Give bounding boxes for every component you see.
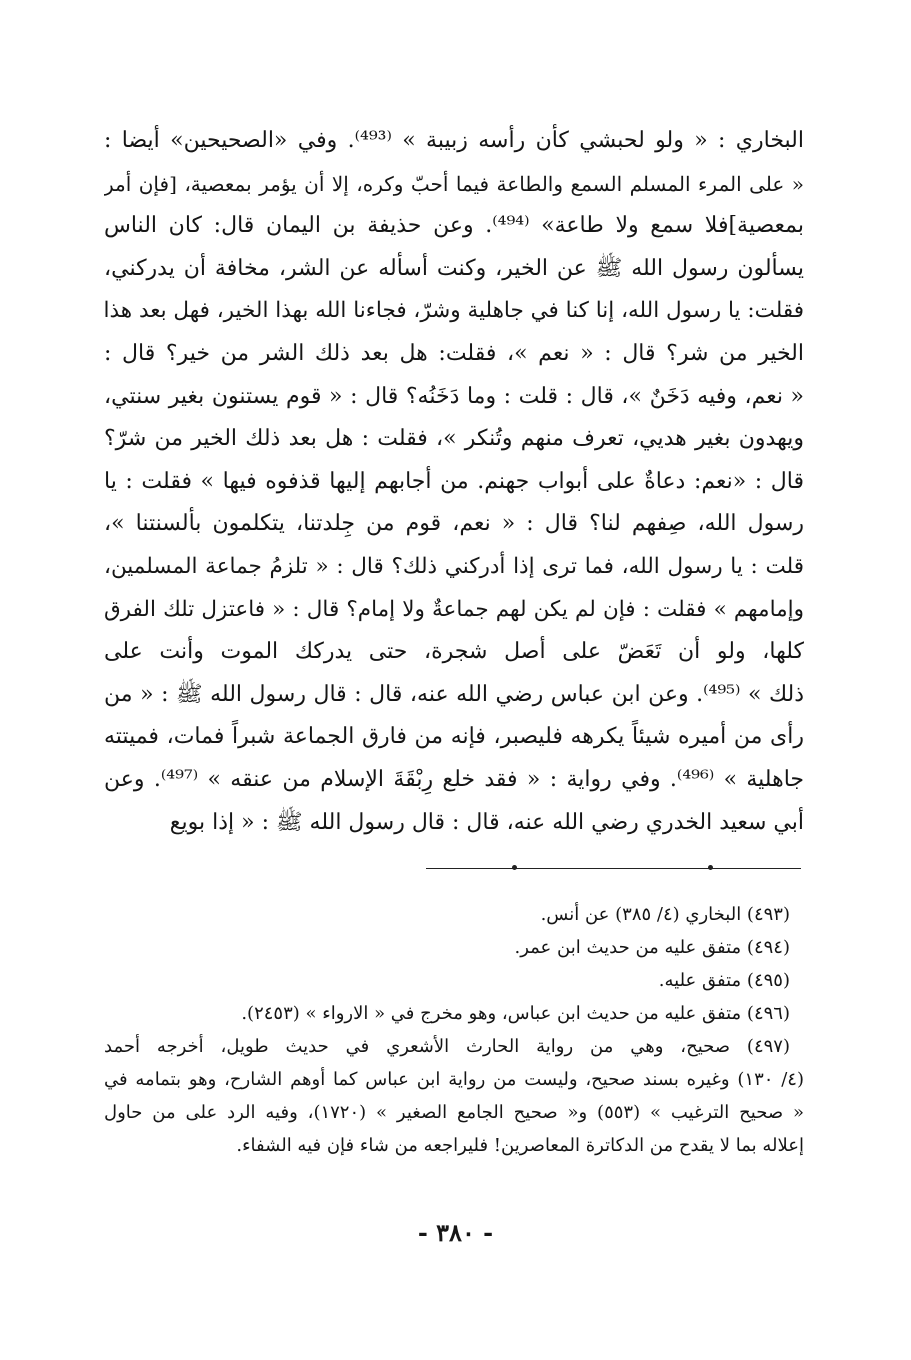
footnote-497-continued: (٤/ ١٣٠) وغيره بسند صحيح، وليست من رواية ابن عباس كما أوهم الشارح، وهو بتمامه في [104, 1069, 804, 1090]
footnote-497: (٤٩٧) صحيح، وهي من رواية الحارث الأشعري في حديث طويل، أخرجه أحمد [104, 1036, 790, 1057]
text-line: الخير من شر؟ قال : « نعم »، فقلت: هل بعد ذلك الشر من خير؟ قال : [104, 340, 804, 366]
footnote-496: (٤٩٦) متفق عليه من حديث ابن عباس، وهو مخرج في « الارواء » (٢٤٥٣). [241, 1003, 790, 1024]
text-line: يسألون رسول الله ﷺ عن الخير، وكنت أسأله عن الشر، مخافة أن يدركني، [104, 255, 804, 281]
separator-dot [708, 865, 713, 870]
text-line: بمعصية]فلا سمع ولا طاعة» ⁽⁴⁹⁴⁾. وعن حذيفة بن اليمان قال: كان الناس [104, 213, 804, 239]
text-line: ذلك » ⁽⁴⁹⁵⁾. وعن ابن عباس رضي الله عنه، قال : قال رسول الله ﷺ : « من [104, 681, 804, 707]
text-line: « نعم، وفيه دَخَنٌ »، قال : قلت : وما دَخَنُه؟ قال : « قوم يستنون بغير سنتي، [104, 383, 804, 409]
text-line: « على المرء المسلم السمع والطاعة فيما أحبّ وكره، إلا أن يؤمر بمعصية، [فإن أمر [104, 171, 804, 196]
text-line: رسول الله، صِفهم لنا؟ قال : « نعم، قوم من جِلدتنا، يتكلمون بألسنتنا »، [104, 511, 804, 537]
text-line: ويهدون بغير هديي، تعرف منهم وتُنكر »، فقلت : هل بعد ذلك الخير من شرّ؟ [104, 426, 804, 452]
text-line: فقلت: يا رسول الله، إنا كنا في جاهلية وشرّ، فجاءنا الله بهذا الخير، فهل بعد هذا [104, 298, 804, 324]
text-line: كلها، ولو أن تَعَضّ على أصل شجرة، حتى يدركك الموت وأنت على [104, 639, 804, 665]
separator-dot [512, 865, 517, 870]
text-line: جاهلية » ⁽⁴⁹⁶⁾. وفي رواية : « فقد خلع رِبْقَةَ الإسلام من عنقه » ⁽⁴⁹⁷⁾. وعن [104, 766, 804, 792]
footnote-497-continued: « صحيح الترغيب » (٥٥٣) و« صحيح الجامع الصغير » (١٧٢٠)، وفيه الرد على من حاول [104, 1102, 804, 1123]
text-line: قال : «نعم: دعاةٌ على أبواب جهنم. من أجابهم إليها قذفوه فيها » فقلت : يا [104, 468, 804, 494]
footnote-495: (٤٩٥) متفق عليه. [658, 970, 790, 991]
text-line: وإمامهم » فقلت : فإن لم يكن لهم جماعةٌ ولا إمام؟ قال : « فاعتزل تلك الفرق [104, 596, 804, 622]
footnote-separator [426, 868, 801, 869]
page-number: - ٣٨٠ - [417, 1218, 494, 1247]
footnote-497-continued: إعلاله بما لا يقدح من الدكاترة المعاصرين! فليراجعه من شاء فإن فيه الشفاء. [236, 1135, 804, 1156]
text-line: قلت : يا رسول الله، فما ترى إذا أدركني ذلك؟ قال : « تلزمُ جماعة المسلمين، [104, 553, 804, 579]
footnote-494: (٤٩٤) متفق عليه من حديث ابن عمر. [514, 937, 790, 958]
footnotes [104, 898, 804, 1162]
main-text [104, 120, 804, 844]
footnote-493: (٤٩٣) البخاري (٤/ ٣٨٥) عن أنس. [540, 904, 790, 925]
text-line: البخاري : « ولو لحبشي كأن رأسه زبيبة » ⁽⁴⁹³⁾. وفي «الصحيحين» أيضا : [104, 128, 804, 153]
text-line: أبي سعيد الخدري رضي الله عنه، قال : قال رسول الله ﷺ : « إذا بويع [169, 809, 804, 835]
text-line: رأى من أميره شيئاً يكرهه فليصبر، فإنه من فارق الجماعة شبراً فمات، فميتته [104, 724, 804, 750]
